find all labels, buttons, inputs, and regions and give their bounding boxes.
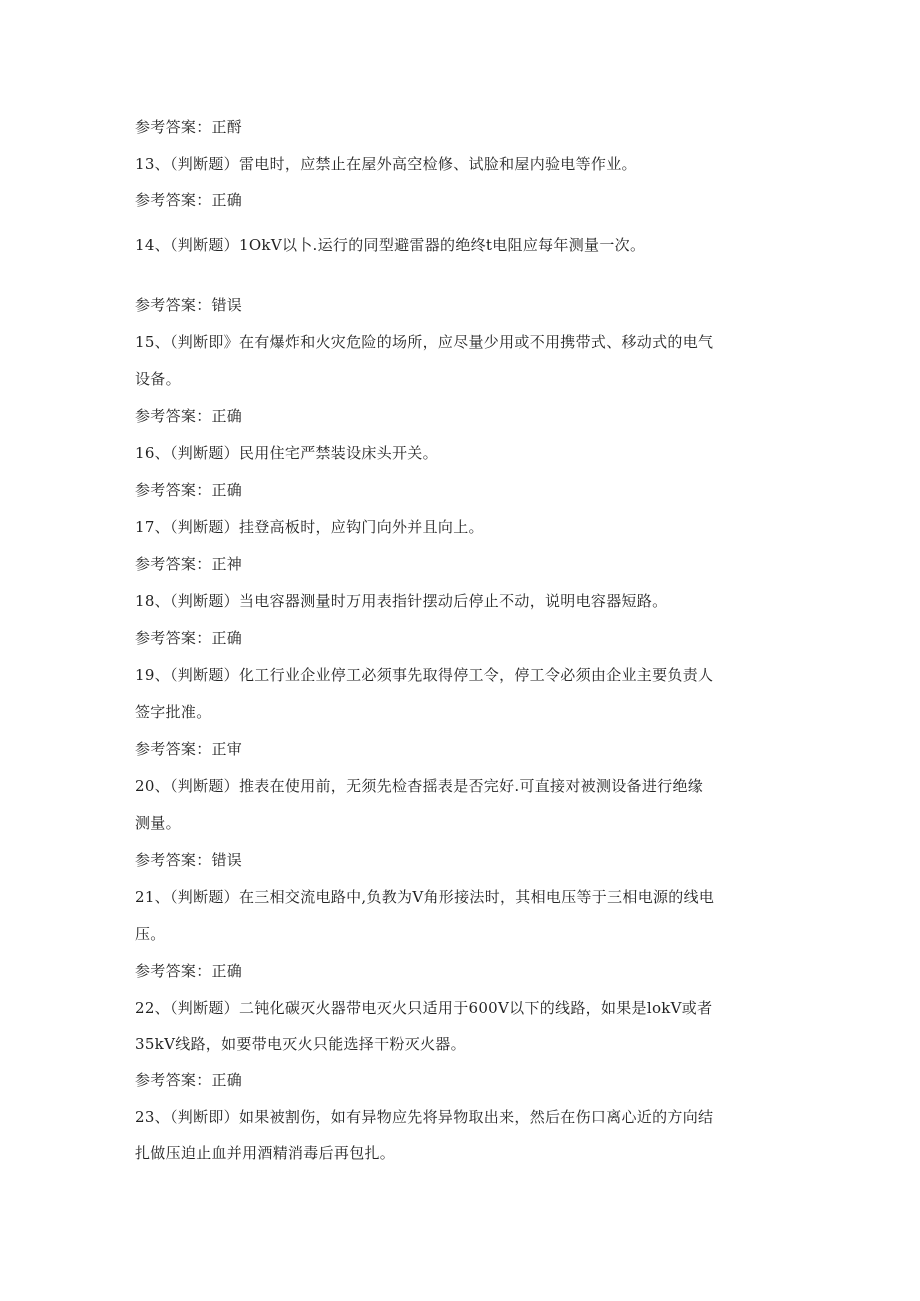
- answer-line: 参考答案：正审: [135, 740, 243, 758]
- question-line: 18、（判断题）当电容器测量时万用表指针摆动后停止不动，说明电容器短路。: [135, 592, 668, 610]
- question-line-continued: 扎做压迫止血并用酒精消毒后再包扎。: [135, 1144, 396, 1162]
- answer-line: 参考答案：正确: [135, 191, 243, 209]
- question-line: 22、（判断题）二钝化碳灭火器带电灭火只适用于600V以下的线路，如果是lokV或者: [135, 999, 713, 1017]
- question-line: 19、（判断题）化工行业企业停工必须事先取得停工令，停工令必须由企业主要负责人: [135, 666, 714, 684]
- answer-line: 参考答案：正确: [135, 1071, 243, 1089]
- question-line-continued: 35kV线路，如要带电灭火只能选择干粉灭火器。: [135, 1035, 466, 1053]
- question-line: 14、（判断题）1OkV以卜.运行的同型避雷器的绝终t电阻应每年测量一次。: [135, 236, 646, 254]
- answer-line: 参考答案：错误: [135, 851, 243, 869]
- answer-line: 参考答案：错误: [135, 296, 243, 314]
- answer-line: 参考答案：正酹: [135, 118, 243, 136]
- answer-line: 参考答案：正确: [135, 962, 243, 980]
- answer-line: 参考答案：正确: [135, 481, 243, 499]
- answer-line: 参考答案：正确: [135, 407, 243, 425]
- question-line-continued: 签字批准。: [135, 703, 212, 721]
- question-line: 20、（判断题）推表在使用前，无须先检杳摇表是否完好.可直接对被测设备进行绝缘: [135, 777, 704, 795]
- question-line: 21、（判断题）在三相交流电路中,负教为V角形接法时，其相电压等于三相电源的线电: [135, 888, 715, 906]
- question-line-continued: 设备。: [135, 370, 181, 388]
- answer-line: 参考答案：正确: [135, 629, 243, 647]
- question-line: 16、（判断题）民用住宅严禁装设床头开关。: [135, 444, 438, 462]
- question-line-continued: 测量。: [135, 814, 181, 832]
- question-line: 17、（判断题）挂登高板时，应钩门向外并且向上。: [135, 518, 484, 536]
- question-line-continued: 压。: [135, 925, 166, 943]
- question-line: 23、（判断即）如果被割伤，如有异物应先将异物取出来，然后在伤口离心近的方向结: [135, 1108, 714, 1126]
- question-line: 15、（判断即》在有爆炸和火灾危险的场所，应尽量少用或不用携带式、移动式的电气: [135, 333, 714, 351]
- question-line: 13、（判断题）雷电时，应禁止在屋外高空检修、试脸和屋内验电等作业。: [135, 155, 637, 173]
- answer-line: 参考答案：正神: [135, 555, 243, 573]
